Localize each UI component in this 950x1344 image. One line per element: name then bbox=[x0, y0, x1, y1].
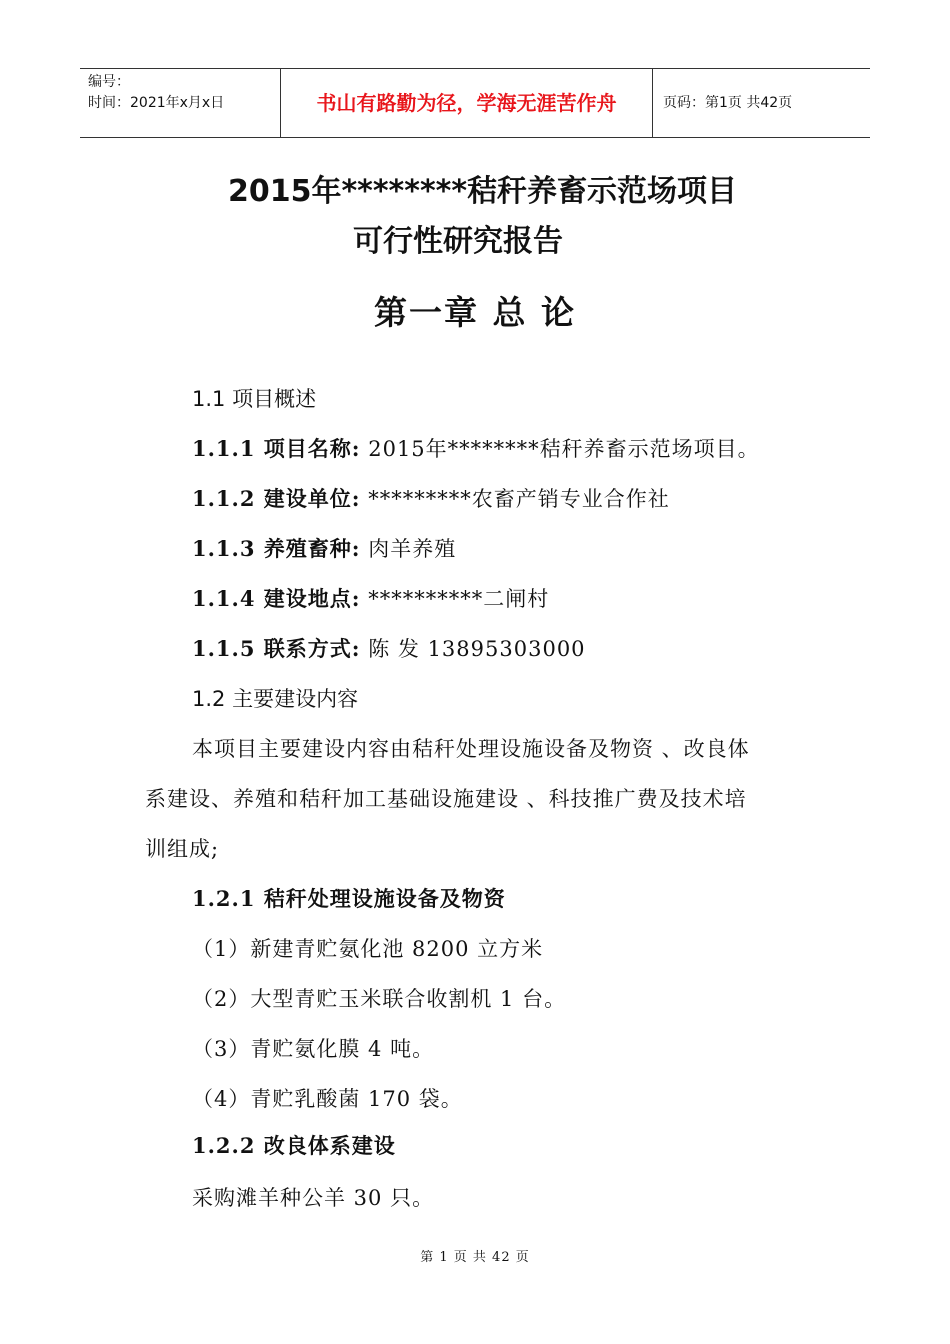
report-title-line-1: 2015年********秸秆养畜示范场项目 bbox=[228, 174, 738, 209]
document-number-label: 编号： bbox=[88, 74, 130, 90]
item-label: 1.1.4 建设地点: bbox=[192, 586, 361, 611]
document-date: 时间：2021年x月x日 bbox=[88, 95, 225, 111]
project-info-item bbox=[192, 483, 670, 513]
chapter-heading: 第一章 总 论 bbox=[374, 293, 576, 332]
project-info-item bbox=[192, 633, 586, 663]
header-page-info: 页码：第1页 共42页 bbox=[663, 95, 793, 111]
section-heading-1-2: 1.2 主要建设内容 bbox=[192, 687, 359, 711]
project-info-item bbox=[192, 583, 549, 613]
item-label: 1.1.1 项目名称: bbox=[192, 436, 361, 461]
project-info-item bbox=[192, 533, 456, 563]
subsection-heading-text: 1.2.1 秸秆处理设施设备及物资 bbox=[192, 886, 506, 911]
page-footer: 第 1 页 共 42 页 bbox=[420, 1250, 530, 1265]
subsection-heading-1-2-2 bbox=[192, 1130, 396, 1160]
project-info-item bbox=[192, 433, 760, 463]
subsection-heading-1-2-1 bbox=[192, 883, 506, 913]
subsection-heading-text: 1.2.2 改良体系建设 bbox=[192, 1133, 396, 1158]
item-value: **********二闸村 bbox=[368, 587, 550, 611]
list-item: （1）新建青贮氨化池 8200 立方米 bbox=[192, 937, 544, 961]
header-motto: 书山有路勤为径，学海无涯苦作舟 bbox=[280, 69, 653, 137]
item-value: 2015年********秸秆养畜示范场项目。 bbox=[368, 437, 760, 461]
list-item: （3）青贮氨化膜 4 吨。 bbox=[192, 1037, 435, 1061]
body-text: 采购滩羊种公羊 30 只。 bbox=[192, 1186, 435, 1210]
item-value: 肉羊养殖 bbox=[368, 537, 457, 561]
item-label: 1.1.3 养殖畜种: bbox=[192, 536, 361, 561]
header-meta bbox=[80, 69, 280, 137]
list-item: （2）大型青贮玉米联合收割机 1 台。 bbox=[192, 987, 567, 1011]
item-label: 1.1.2 建设单位: bbox=[192, 486, 361, 511]
item-value: 陈 发 13895303000 bbox=[368, 637, 586, 661]
paragraph-line: 系建设、养殖和秸秆加工基础设施建设 、科技推广费及技术培 bbox=[145, 787, 747, 811]
paragraph-line: 本项目主要建设内容由秸秆处理设施设备及物资 、改良体 bbox=[192, 737, 750, 761]
paragraph-line: 训组成; bbox=[145, 837, 220, 861]
report-title-line-2: 可行性研究报告 bbox=[353, 224, 563, 259]
page-header bbox=[80, 68, 870, 138]
item-label: 1.1.5 联系方式: bbox=[192, 636, 361, 661]
list-item: （4）青贮乳酸菌 170 袋。 bbox=[192, 1087, 463, 1111]
section-heading-1-1: 1.1 项目概述 bbox=[192, 387, 317, 411]
item-value: *********农畜产销专业合作社 bbox=[368, 487, 670, 511]
